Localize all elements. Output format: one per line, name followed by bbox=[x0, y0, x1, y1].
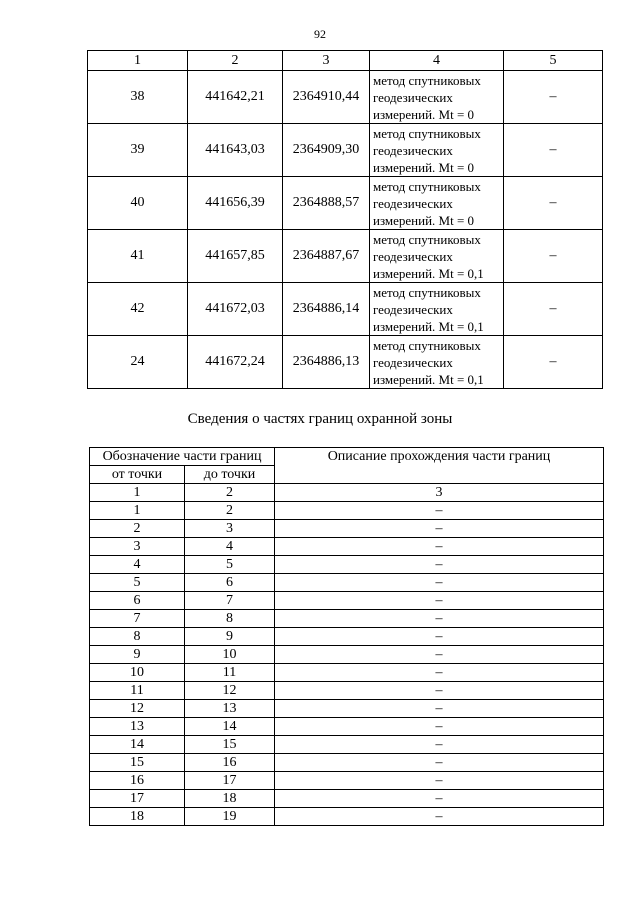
description-cell: – bbox=[275, 592, 604, 610]
method-cell bbox=[370, 336, 504, 389]
to-point-cell: 19 bbox=[185, 808, 275, 826]
method-cell bbox=[370, 177, 504, 230]
from-point-cell: 12 bbox=[90, 700, 185, 718]
description-cell: – bbox=[275, 664, 604, 682]
from-point-cell: 17 bbox=[90, 790, 185, 808]
description-cell: – bbox=[275, 808, 604, 826]
from-point-cell: 10 bbox=[90, 664, 185, 682]
method-cell bbox=[370, 71, 504, 124]
table-row bbox=[90, 520, 604, 538]
note-cell: – bbox=[504, 177, 603, 230]
method-line: геодезических bbox=[373, 354, 453, 370]
x-coordinate-cell: 441643,03 bbox=[188, 124, 283, 177]
to-point-cell: 2 bbox=[185, 502, 275, 520]
from-point-cell: 16 bbox=[90, 772, 185, 790]
header-from-point: от точки bbox=[90, 466, 185, 484]
table-row bbox=[90, 538, 604, 556]
table-row bbox=[90, 592, 604, 610]
to-point-cell: 16 bbox=[185, 754, 275, 772]
boundary-parts-table bbox=[89, 447, 604, 826]
description-cell: – bbox=[275, 700, 604, 718]
method-line: измерений. Mt = 0 bbox=[373, 212, 475, 228]
point-number-cell: 39 bbox=[88, 124, 188, 177]
from-point-cell: 1 bbox=[90, 502, 185, 520]
from-point-cell: 11 bbox=[90, 682, 185, 700]
description-cell: – bbox=[275, 718, 604, 736]
header-to-point: до точки bbox=[185, 466, 275, 484]
description-cell: – bbox=[275, 556, 604, 574]
from-point-cell: 6 bbox=[90, 592, 185, 610]
table-row bbox=[90, 502, 604, 520]
description-cell: – bbox=[275, 790, 604, 808]
x-coordinate-cell: 441657,85 bbox=[188, 230, 283, 283]
header-description: Описание прохождения части границ bbox=[275, 448, 604, 484]
note-cell: – bbox=[504, 336, 603, 389]
description-cell: – bbox=[275, 574, 604, 592]
from-point-cell: 9 bbox=[90, 646, 185, 664]
from-point-cell: 8 bbox=[90, 628, 185, 646]
from-point-cell: 13 bbox=[90, 718, 185, 736]
column-number-header: 2 bbox=[188, 51, 283, 71]
method-line: метод спутниковых bbox=[373, 125, 481, 141]
column-number-header: 4 bbox=[370, 51, 504, 71]
from-point-cell: 14 bbox=[90, 736, 185, 754]
from-point-cell: 2 bbox=[90, 520, 185, 538]
from-point-cell: 7 bbox=[90, 610, 185, 628]
table-row bbox=[90, 736, 604, 754]
table-row bbox=[90, 574, 604, 592]
header-group-label: Обозначение части границ bbox=[90, 448, 275, 466]
method-line: геодезических bbox=[373, 248, 453, 264]
description-cell: – bbox=[275, 502, 604, 520]
y-coordinate-cell: 2364910,44 bbox=[283, 71, 370, 124]
from-point-cell: 3 bbox=[90, 538, 185, 556]
method-line: измерений. Mt = 0 bbox=[373, 159, 475, 175]
table-row bbox=[90, 610, 604, 628]
table-row bbox=[90, 682, 604, 700]
column-number-header: 3 bbox=[275, 484, 604, 502]
table-row bbox=[90, 754, 604, 772]
method-line: геодезических bbox=[373, 89, 453, 105]
table-row bbox=[90, 700, 604, 718]
point-number-cell: 38 bbox=[88, 71, 188, 124]
description-cell: – bbox=[275, 646, 604, 664]
method-line: метод спутниковых bbox=[373, 231, 481, 247]
table-row bbox=[90, 628, 604, 646]
note-cell: – bbox=[504, 283, 603, 336]
description-cell: – bbox=[275, 754, 604, 772]
column-number-header: 3 bbox=[283, 51, 370, 71]
to-point-cell: 9 bbox=[185, 628, 275, 646]
method-line: метод спутниковых bbox=[373, 72, 481, 88]
method-line: геодезических bbox=[373, 301, 453, 317]
y-coordinate-cell: 2364887,67 bbox=[283, 230, 370, 283]
page-number: 92 bbox=[314, 27, 326, 41]
x-coordinate-cell: 441642,21 bbox=[188, 71, 283, 124]
to-point-cell: 8 bbox=[185, 610, 275, 628]
column-number-header: 1 bbox=[88, 51, 188, 71]
column-number-header: 5 bbox=[504, 51, 603, 71]
from-point-cell: 4 bbox=[90, 556, 185, 574]
to-point-cell: 5 bbox=[185, 556, 275, 574]
to-point-cell: 18 bbox=[185, 790, 275, 808]
coordinates-header-row bbox=[88, 51, 603, 71]
table-row bbox=[90, 772, 604, 790]
table-row bbox=[90, 664, 604, 682]
method-line: измерений. Mt = 0,1 bbox=[373, 371, 484, 387]
method-line: геодезических bbox=[373, 195, 453, 211]
to-point-cell: 15 bbox=[185, 736, 275, 754]
column-number-header: 2 bbox=[185, 484, 275, 502]
column-number-header: 1 bbox=[90, 484, 185, 502]
point-number-cell: 40 bbox=[88, 177, 188, 230]
method-cell bbox=[370, 124, 504, 177]
description-cell: – bbox=[275, 736, 604, 754]
description-cell: – bbox=[275, 628, 604, 646]
table-row bbox=[88, 71, 603, 124]
to-point-cell: 17 bbox=[185, 772, 275, 790]
method-line: измерений. Mt = 0,1 bbox=[373, 265, 484, 281]
parts-header-row bbox=[90, 448, 604, 466]
method-line: измерений. Mt = 0 bbox=[373, 106, 475, 122]
table-row bbox=[90, 718, 604, 736]
section-title: Сведения о частях границ охранной зоны bbox=[187, 411, 453, 427]
note-cell: – bbox=[504, 230, 603, 283]
method-line: метод спутниковых bbox=[373, 337, 481, 353]
to-point-cell: 14 bbox=[185, 718, 275, 736]
to-point-cell: 13 bbox=[185, 700, 275, 718]
to-point-cell: 3 bbox=[185, 520, 275, 538]
table-row bbox=[88, 230, 603, 283]
table-row bbox=[90, 556, 604, 574]
from-point-cell: 5 bbox=[90, 574, 185, 592]
to-point-cell: 6 bbox=[185, 574, 275, 592]
parts-column-numbers-row bbox=[90, 484, 604, 502]
y-coordinate-cell: 2364909,30 bbox=[283, 124, 370, 177]
table-row bbox=[88, 177, 603, 230]
x-coordinate-cell: 441672,24 bbox=[188, 336, 283, 389]
from-point-cell: 15 bbox=[90, 754, 185, 772]
y-coordinate-cell: 2364888,57 bbox=[283, 177, 370, 230]
from-point-cell: 18 bbox=[90, 808, 185, 826]
description-cell: – bbox=[275, 538, 604, 556]
to-point-cell: 4 bbox=[185, 538, 275, 556]
description-cell: – bbox=[275, 682, 604, 700]
method-cell bbox=[370, 283, 504, 336]
y-coordinate-cell: 2364886,13 bbox=[283, 336, 370, 389]
table-row bbox=[90, 808, 604, 826]
x-coordinate-cell: 441656,39 bbox=[188, 177, 283, 230]
description-cell: – bbox=[275, 772, 604, 790]
method-cell bbox=[370, 230, 504, 283]
method-line: метод спутниковых bbox=[373, 178, 481, 194]
to-point-cell: 12 bbox=[185, 682, 275, 700]
description-cell: – bbox=[275, 610, 604, 628]
table-row bbox=[90, 790, 604, 808]
note-cell: – bbox=[504, 124, 603, 177]
method-line: метод спутниковых bbox=[373, 284, 481, 300]
point-number-cell: 41 bbox=[88, 230, 188, 283]
table-row bbox=[90, 646, 604, 664]
method-line: геодезических bbox=[373, 142, 453, 158]
coordinates-table bbox=[87, 50, 603, 389]
table-row bbox=[88, 336, 603, 389]
table-row bbox=[88, 124, 603, 177]
point-number-cell: 24 bbox=[88, 336, 188, 389]
note-cell: – bbox=[504, 71, 603, 124]
to-point-cell: 11 bbox=[185, 664, 275, 682]
table-row bbox=[88, 283, 603, 336]
to-point-cell: 7 bbox=[185, 592, 275, 610]
to-point-cell: 10 bbox=[185, 646, 275, 664]
description-cell: – bbox=[275, 520, 604, 538]
x-coordinate-cell: 441672,03 bbox=[188, 283, 283, 336]
y-coordinate-cell: 2364886,14 bbox=[283, 283, 370, 336]
method-line: измерений. Mt = 0,1 bbox=[373, 318, 484, 334]
point-number-cell: 42 bbox=[88, 283, 188, 336]
